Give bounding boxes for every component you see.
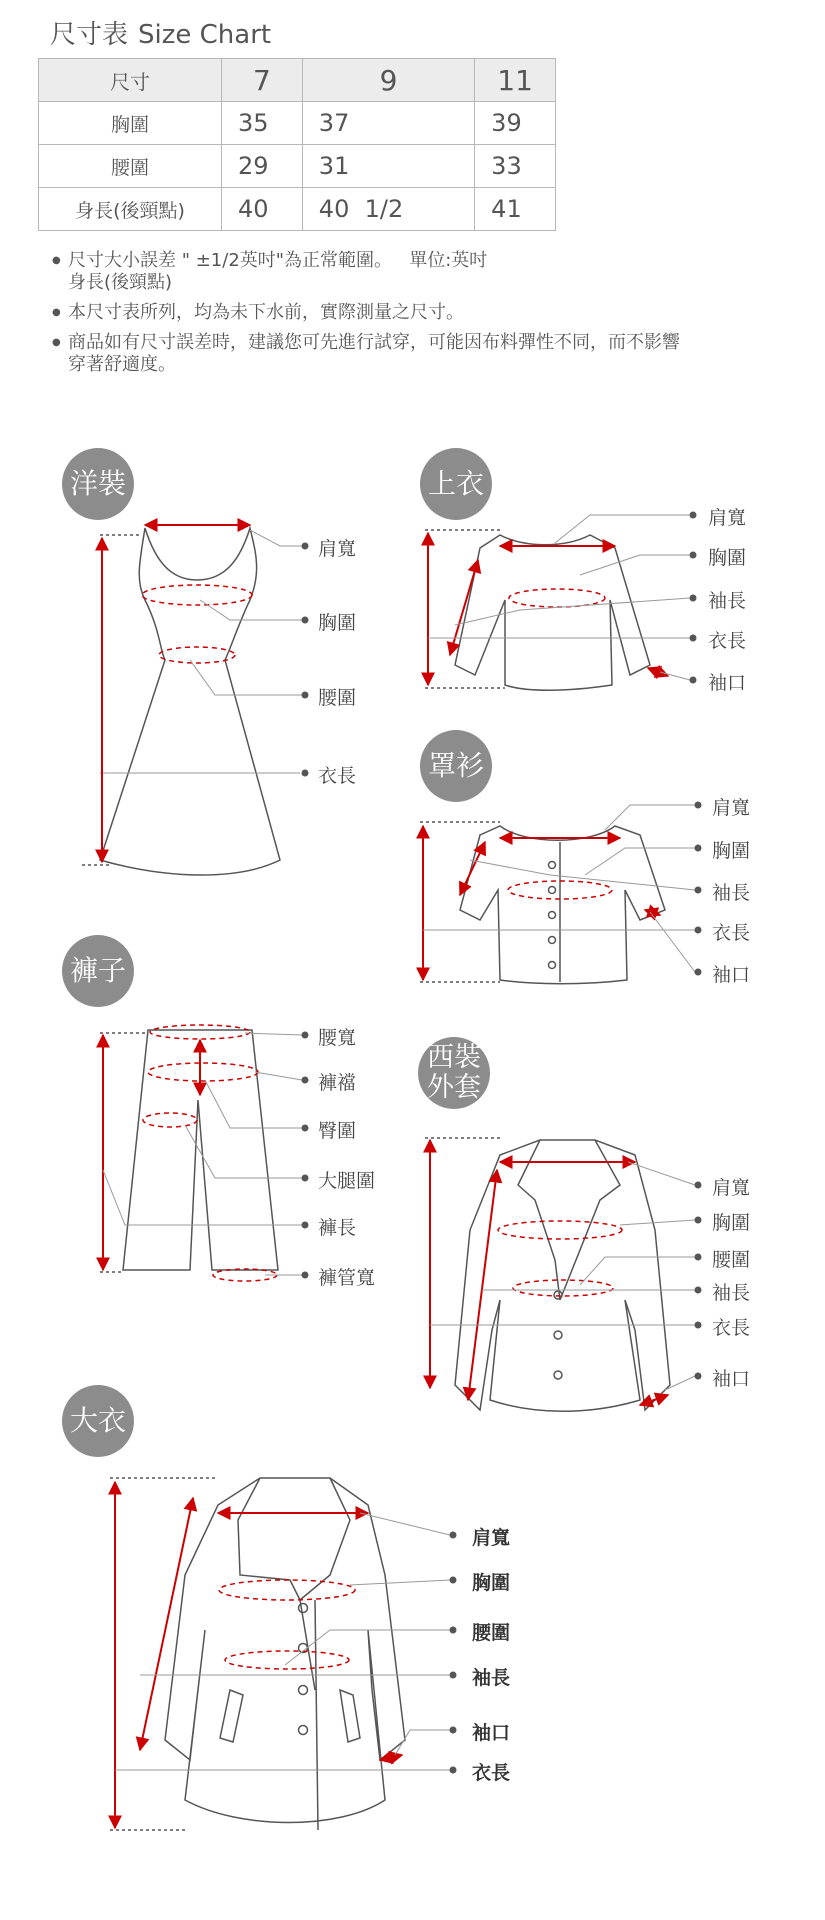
table-cell: 35	[222, 102, 303, 145]
row-label: 腰圍	[39, 145, 222, 188]
coat-illustration	[110, 1478, 405, 1830]
coat-measure-lines	[115, 1482, 457, 1828]
dress-label-shoulder: 肩寬	[318, 538, 357, 560]
pants-label-hem: 褲管寬	[318, 1267, 376, 1289]
suit-measure-lines	[430, 1140, 702, 1405]
size-header: 9	[302, 59, 474, 102]
size-header: 11	[475, 59, 556, 102]
note-text: 商品如有尺寸誤差時，建議您可先進行試穿，可能因布料彈性不同，而不影響	[68, 332, 680, 353]
badge-suit	[418, 1037, 490, 1109]
table-cell: 37	[302, 102, 474, 145]
pants-label-thigh: 大腿圍	[318, 1170, 376, 1192]
top-label-chest: 胸圍	[708, 547, 747, 569]
badge-pants: 褲子	[62, 935, 134, 1007]
pants-label-length: 褲長	[318, 1217, 357, 1239]
dress-measure-lines	[102, 525, 309, 862]
blouse-label-shoulder: 肩寬	[712, 797, 751, 819]
coat-label-shoulder: 肩寬	[472, 1527, 511, 1549]
badge-suit-line2: 外套	[427, 1072, 481, 1103]
table-cell: 41	[475, 188, 556, 231]
blouse-label-chest: 胸圍	[712, 840, 751, 862]
top-measure-lines	[428, 512, 697, 686]
title-en: Size Chart	[138, 20, 272, 50]
badge-blouse: 罩衫	[420, 730, 492, 802]
pants-measure-lines	[103, 1032, 309, 1279]
top-label-sleeve: 袖長	[708, 590, 747, 612]
blouse-label-length: 衣長	[712, 922, 751, 944]
table-cell: 29	[222, 145, 303, 188]
table-cell: 40 1/2	[302, 188, 474, 231]
row-label: 胸圍	[39, 102, 222, 145]
suit-label-sleeve: 袖長	[712, 1282, 751, 1304]
size-header: 7	[222, 59, 303, 102]
note-text: 身長(後頸點)	[68, 272, 173, 293]
top-label-cuff: 袖口	[708, 672, 747, 694]
coat-label-length: 衣長	[472, 1762, 511, 1784]
note-text: 本尺寸表所列，均為未下水前，實際測量之尺寸。	[68, 302, 464, 323]
suit-label-cuff: 袖口	[712, 1368, 751, 1390]
table-cell: 40	[222, 188, 303, 231]
dress-label-waist: 腰圍	[318, 687, 357, 709]
table-cell: 39	[475, 102, 556, 145]
table-cell: 31	[302, 145, 474, 188]
pants-label-rise: 褲襠	[318, 1072, 357, 1094]
suit-label-waist: 腰圍	[712, 1249, 751, 1271]
blouse-label-cuff: 袖口	[712, 964, 751, 986]
note-text: 穿著舒適度。	[68, 354, 176, 375]
row-label: 身長(後頸點)	[39, 188, 222, 231]
blouse-illustration	[420, 822, 665, 984]
badge-top: 上衣	[420, 448, 492, 520]
badge-dress: 洋裝	[62, 448, 134, 520]
pants-label-waist: 腰寬	[318, 1027, 357, 1049]
pants-label-hip: 臀圍	[318, 1120, 357, 1142]
pants-illustration	[100, 1025, 278, 1281]
dress-label-length: 衣長	[318, 765, 357, 787]
coat-label-sleeve: 袖長	[472, 1667, 511, 1689]
dress-label-chest: 胸圍	[318, 612, 357, 634]
suit-label-length: 衣長	[712, 1317, 751, 1339]
coat-label-cuff: 袖口	[472, 1722, 511, 1744]
table-cell: 33	[475, 145, 556, 188]
header-label: 尺寸	[39, 59, 222, 102]
suit-illustration	[425, 1138, 670, 1411]
badge-suit-line1: 西裝	[427, 1042, 481, 1073]
blouse-label-sleeve: 袖長	[712, 882, 751, 904]
suit-label-chest: 胸圍	[712, 1212, 751, 1234]
badge-coat: 大衣	[62, 1385, 134, 1457]
note-text: 尺寸大小誤差 " ±1/2英吋"為正常範圍。 單位:英吋	[68, 250, 488, 271]
suit-label-shoulder: 肩寬	[712, 1177, 751, 1199]
top-illustration	[425, 530, 650, 690]
top-label-length: 衣長	[708, 630, 747, 652]
coat-label-chest: 胸圍	[472, 1572, 511, 1594]
dress-illustration	[82, 528, 300, 875]
coat-label-waist: 腰圍	[472, 1622, 511, 1644]
title-zh: 尺寸表	[50, 20, 129, 50]
top-label-shoulder: 肩寬	[708, 507, 747, 529]
